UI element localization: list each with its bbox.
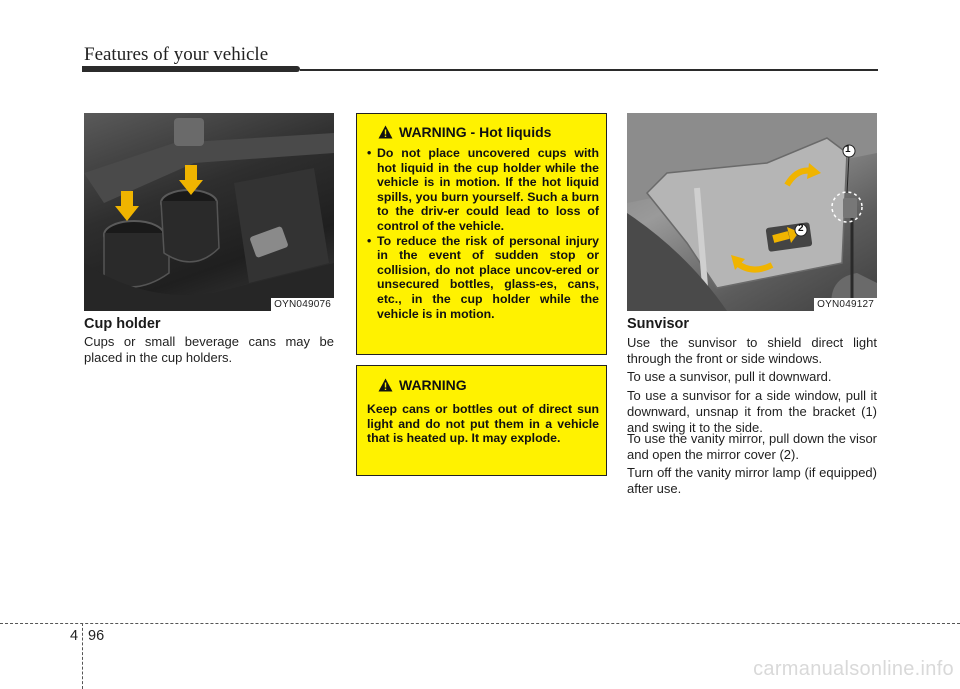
footer-rule <box>0 623 960 624</box>
warning-list <box>367 146 599 321</box>
warning-text: Keep cans or bottles out of direct sun light and do not put them in a vehicle that is heated up. It may explode. <box>367 402 599 446</box>
cup-holder-photo <box>84 113 334 311</box>
sunvisor-para: To use a sunvisor for a side window, pull it downward, unsnap it from the bracket (1) and swing it to the side. <box>627 388 877 435</box>
warning-heading-text: WARNING - Hot liquids <box>399 124 552 140</box>
header-rule-thick <box>82 66 300 72</box>
warning-box <box>356 365 607 476</box>
photo-code: OYN049127 <box>814 298 877 311</box>
sunvisor-para: Turn off the vanity mirror lamp (if equipped) after use. <box>627 465 877 496</box>
page-number: 96 <box>88 628 105 644</box>
sunvisor-para: To use the vanity mirror, pull down the visor and open the mirror cover (2). <box>627 431 877 462</box>
chapter-number: 4 <box>70 628 79 644</box>
cup-holder-title: Cup holder <box>84 316 161 332</box>
sunvisor-title: Sunvisor <box>627 316 690 332</box>
warning-triangle-icon <box>378 378 393 392</box>
photo-code: OYN049076 <box>271 298 334 311</box>
callout-1-label: 1 <box>845 144 851 155</box>
sunvisor-para: To use a sunvisor, pull it downward. <box>627 369 832 384</box>
sunvisor-photo <box>627 113 877 311</box>
watermark: carmanualsonline.info <box>753 658 954 680</box>
cup-holder-illustration <box>84 113 334 311</box>
warning-heading-text: WARNING <box>399 377 467 393</box>
footer-divider <box>82 623 83 689</box>
page-header-title: Features of your vehicle <box>84 44 269 65</box>
callout-2-label: 2 <box>798 223 804 234</box>
warning-item: • To reduce the risk of personal injury in the event of sudden stop or collision, do not place uncov-ered or unsecured bottles, glass-es, cans, etc., in the cup holder while the vehicle is in motion. <box>367 234 599 322</box>
sunvisor-illustration <box>627 113 877 311</box>
warning-item: • Do not place uncovered cups with hot liquid in the cup holder while the vehicle is in motion. If the hot liquid spills, you burn yourself. Such a burn to the driv-er could lead to loss of control of the vehicle. <box>367 146 599 234</box>
cup-holder-body: Cups or small beverage cans may be placed in the cup holders. <box>84 334 334 365</box>
header-rule-thin <box>300 69 878 71</box>
sunvisor-para: Use the sunvisor to shield direct light through the front or side windows. <box>627 335 877 366</box>
warning-heading <box>378 377 467 393</box>
warning-heading <box>378 124 551 140</box>
warning-triangle-icon <box>378 125 393 139</box>
warning-hot-liquids-box <box>356 113 607 355</box>
